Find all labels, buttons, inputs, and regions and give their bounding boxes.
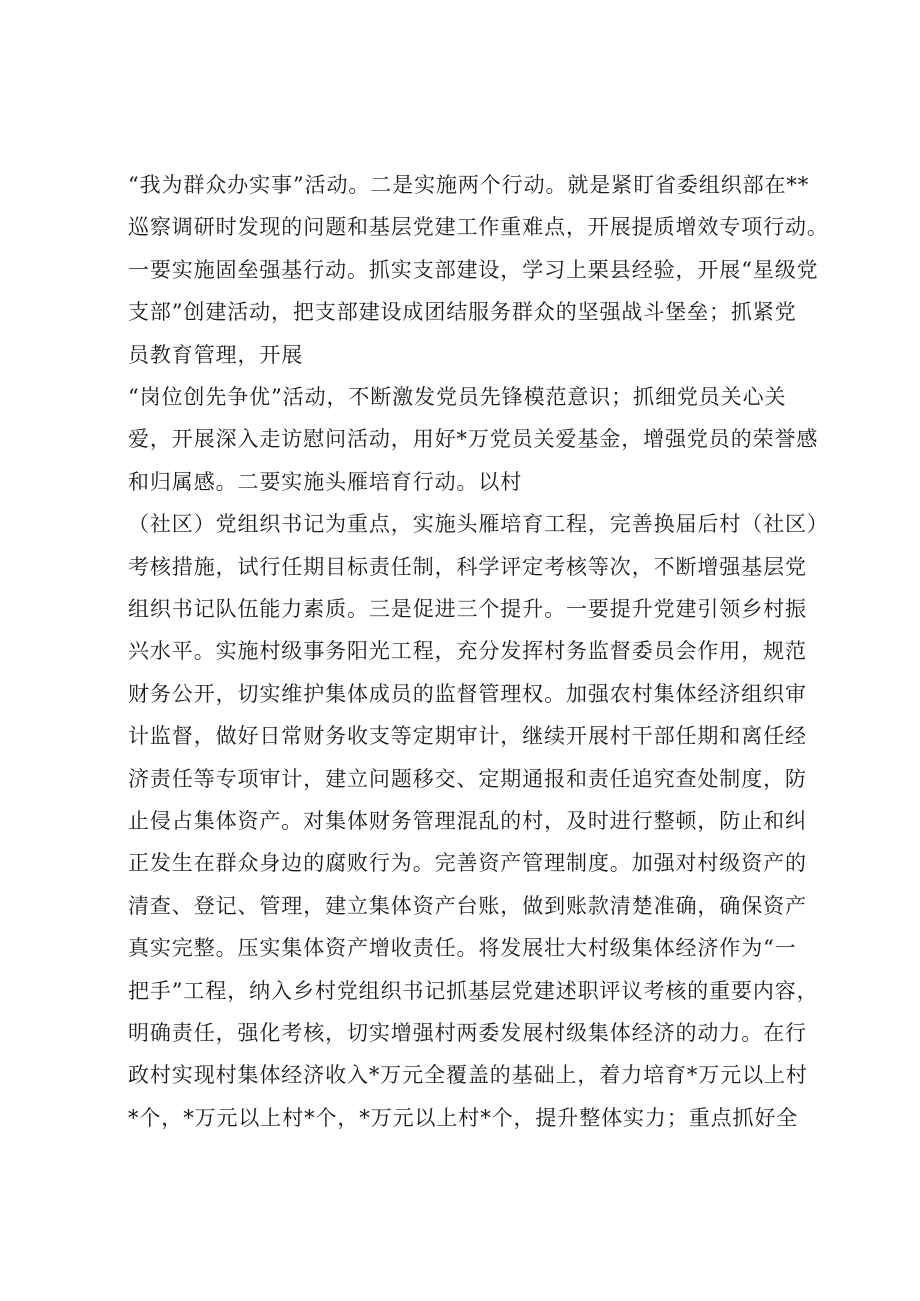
text-line: 真实完整。压实集体资产增收责任。将发展壮大村级集体经济作为“一 [128,936,797,960]
text-line: 和归属感。二要实施头雁培育行动。以村 [128,470,523,494]
text-line: 员教育管理，开展 [128,343,304,367]
text-line: 巡察调研时发现的问题和基层党建工作重难点，开展提质增效专项行动。 [128,215,829,239]
text-line: 政村实现村集体经济收入*万元全覆盖的基础上，着力培育*万元以上村 [128,1063,808,1087]
text-line: 济责任等专项审计，建立问题移交、定期通报和责任追究查处制度，防 [128,767,807,791]
text-line: 考核措施，试行任期目标责任制，科学评定考核等次，不断增强基层党 [128,555,807,579]
text-line: 止侵占集体资产。对集体财务管理混乱的村，及时进行整顿，防止和纠 [128,809,807,833]
text-line: “岗位创先争优”活动，不断激发党员先锋模范意识；抓细党员关心关 [128,385,787,409]
text-line: 明确责任，强化考核，切实增强村两委发展村级集体经济的动力。在行 [128,1021,807,1045]
text-line: “我为群众办实事”活动。二是实施两个行动。就是紧盯省委组织部在** [128,173,810,197]
text-line: 组织书记队伍能力素质。三是促进三个提升。一要提升党建引领乡村振 [128,597,807,621]
text-line: 兴水平。实施村级事务阳光工程，充分发挥村务监督委员会作用，规范 [128,639,807,663]
text-line: 清查、登记、管理，建立集体资产台账，做到账款清楚准确，确保资产 [128,894,807,918]
text-line: 爱，开展深入走访慰问活动，用好*万党员关爱基金，增强党员的荣誉感 [128,427,819,451]
text-line: 正发生在群众身边的腐败行为。完善资产管理制度。加强对村级资产的 [128,851,807,875]
text-line: *个，*万元以上村*个，*万元以上村*个，提升整体实力；重点抓好全 [128,1106,799,1130]
text-line: （社区）党组织书记为重点，实施头雁培育工程，完善换届后村（社区） [128,512,829,536]
text-line: 支部”创建活动，把支部建设成团结服务群众的坚强战斗堡垒；抓紧党 [128,300,797,324]
text-line: 把手”工程，纳入乡村党组织书记抓基层党建述职评议考核的重要内容， [128,979,819,1003]
text-line: 一要实施固垒强基行动。抓实支部建设，学习上栗县经验，开展“星级党 [128,258,819,282]
text-line: 计监督，做好日常财务收支等定期审计，继续开展村干部任期和离任经 [128,724,807,748]
text-line: 财务公开，切实维护集体成员的监督管理权。加强农村集体经济组织审 [128,682,807,706]
